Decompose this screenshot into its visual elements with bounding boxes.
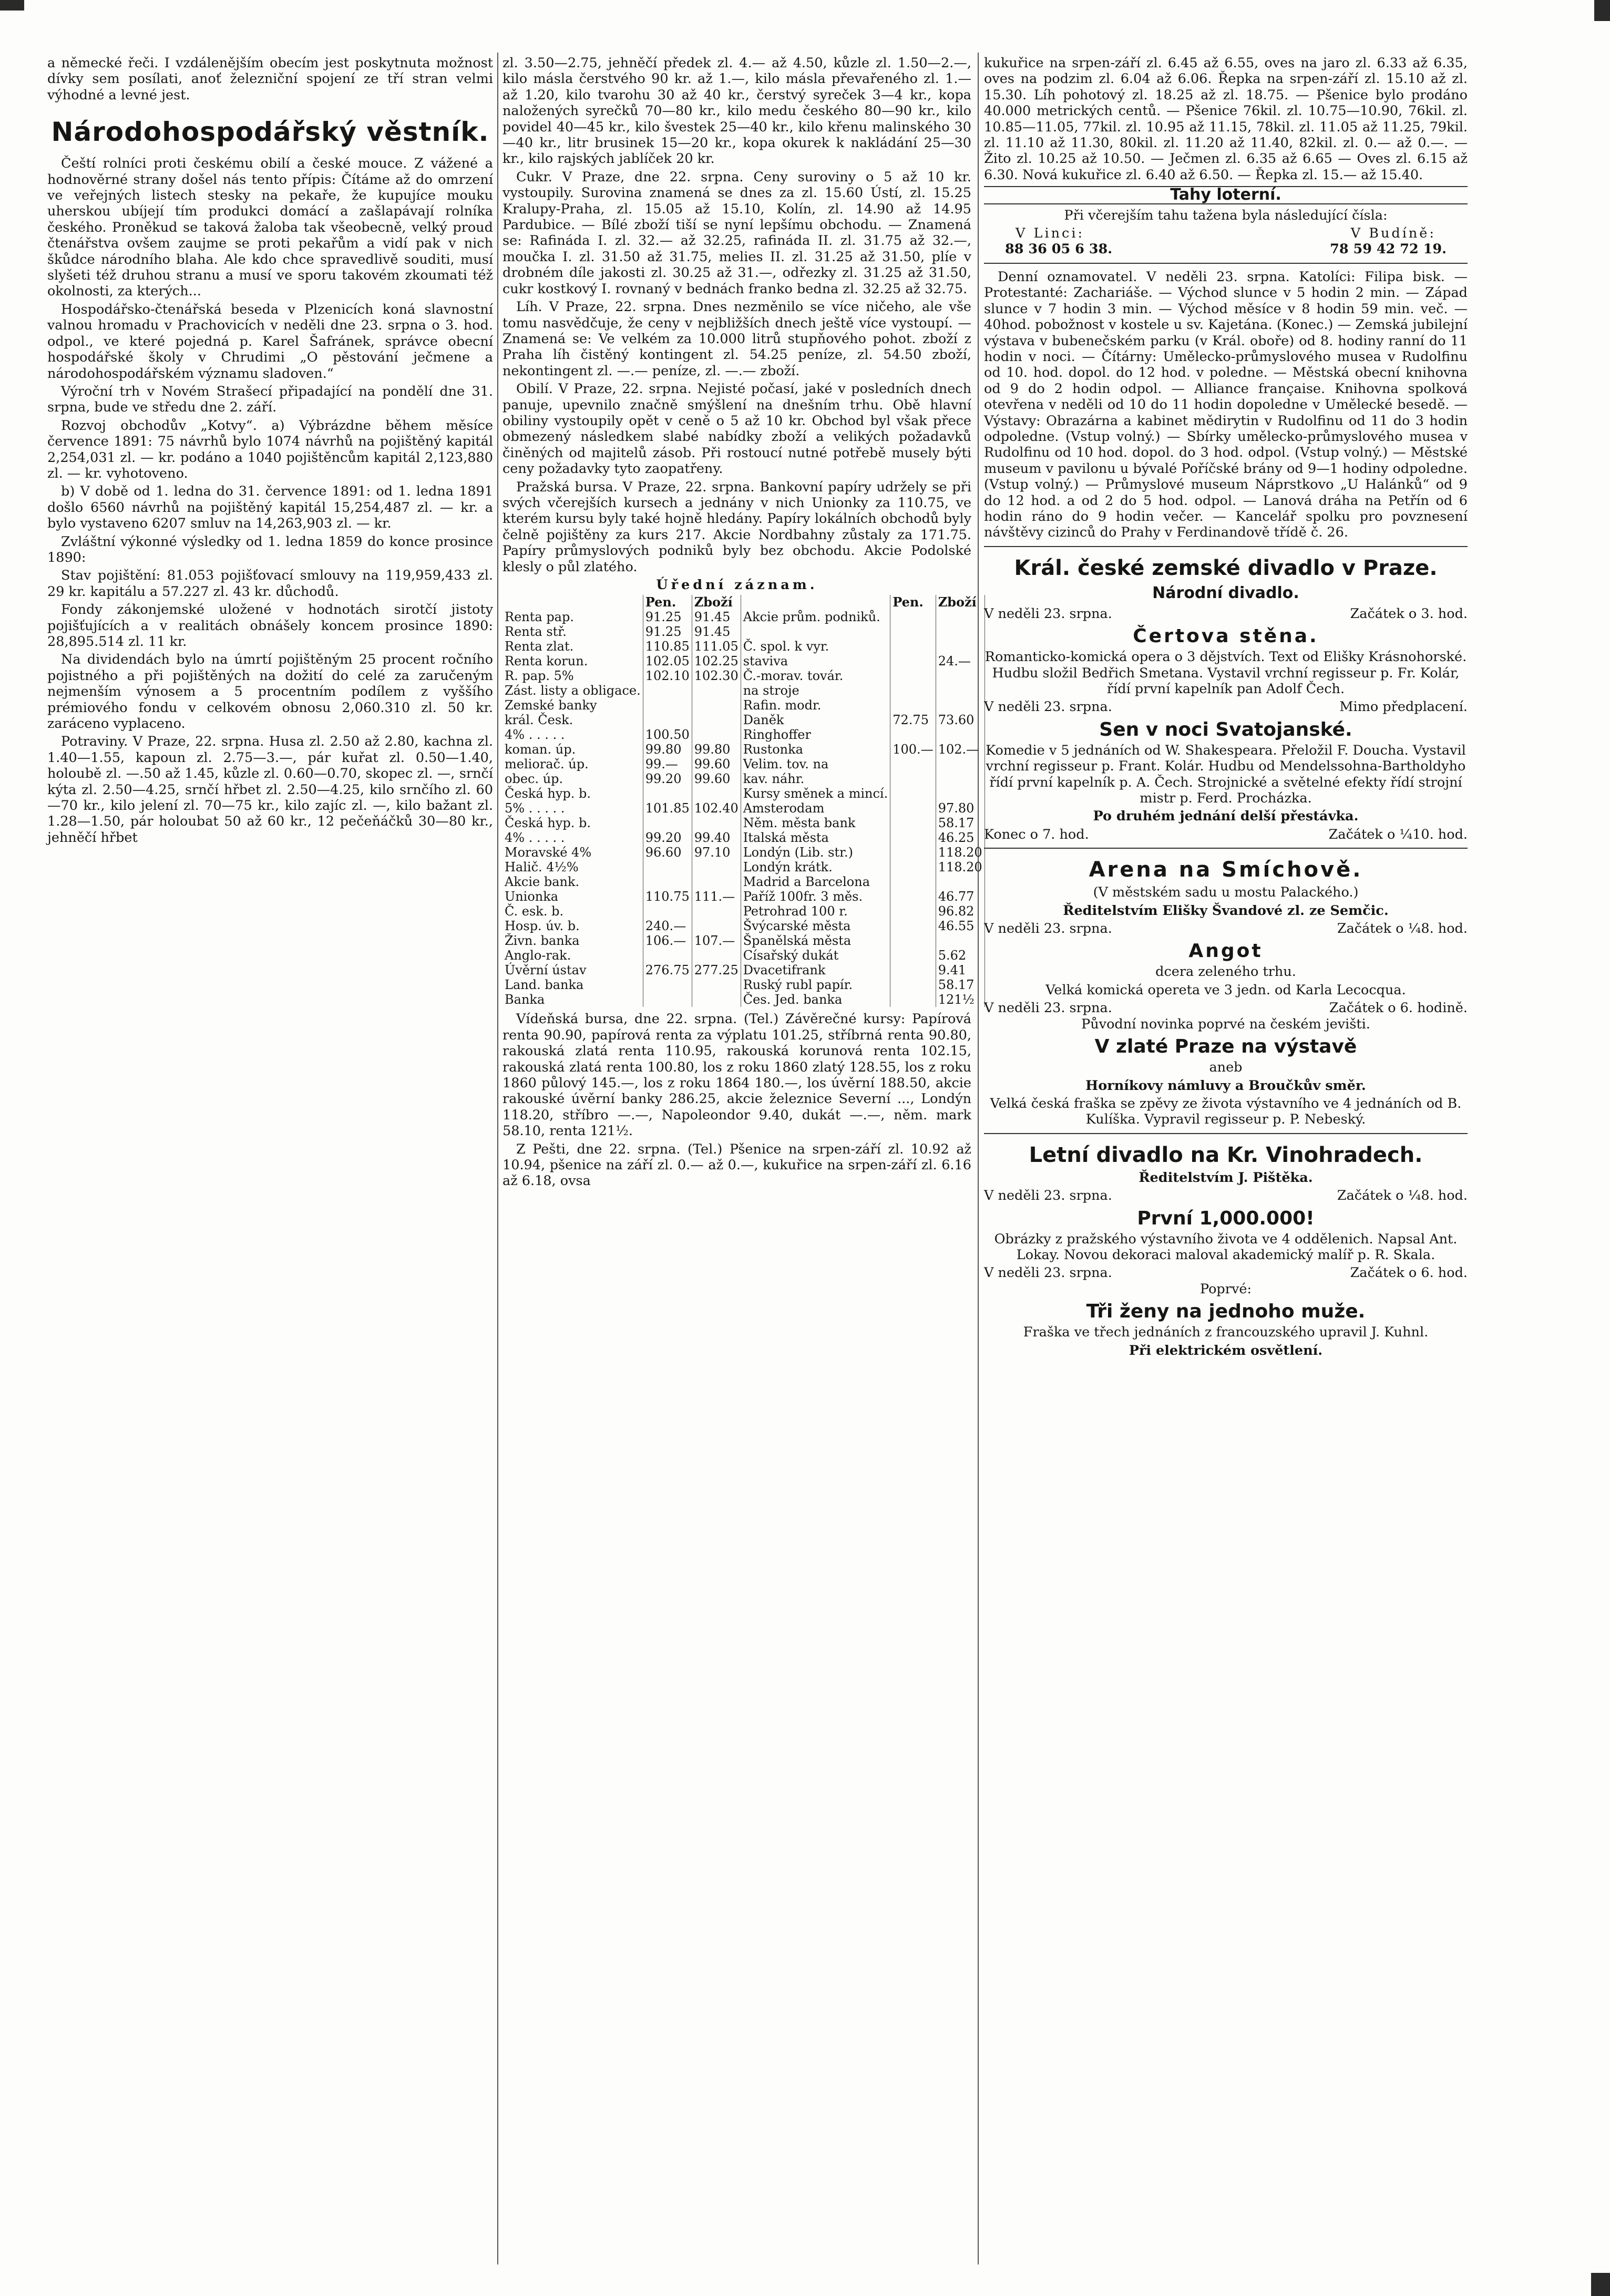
- show-start: Začátek o ¼10. hod.: [1328, 826, 1468, 842]
- lottery-city-linz: V Linci:: [1016, 225, 1085, 242]
- separator: [984, 263, 1468, 264]
- quotes-cell: 102.—: [936, 742, 985, 757]
- quotes-cell: král. Česk.: [503, 713, 643, 727]
- quotes-row: [503, 948, 985, 963]
- quotes-cell: Ruský rubl papír.: [741, 977, 890, 992]
- quotes-cell: [936, 874, 985, 889]
- quotes-cell: [890, 963, 936, 977]
- quotes-cell: 99.40: [692, 830, 741, 845]
- quotes-cell: [643, 683, 692, 698]
- quotes-row: [503, 786, 985, 801]
- quotes-row: [503, 727, 985, 742]
- quotes-cell: [692, 816, 741, 830]
- quotes-cell: Č. esk. b.: [503, 904, 643, 919]
- quotes-cell: [643, 992, 692, 1007]
- article-czech-farmers: Čeští rolníci proti českému obilí a české mouce. Z vážené a hodnověrné strany došel nás tento přípis: Čítáme až do omrzení ve veřejných listech stesky na pekaře, že kupujíce mouku uherskou ubíjejí tím produkci domácí a zašlapávají rolníka českého. Proněkud se taková žaloba tak všeobecně, velký proud čtenářstva ovšem zaujme se proti pekařům a vidí pak v nich škůdce národního blaha. Ale kdo chce spravedlivě souditi, musí slyšeti též druhou stranu a musí ve sporu takovém zkoumati též okolnosti, za kterých...: [47, 156, 493, 300]
- article-insurance-state: Stav pojištění: 81.053 pojišťovací smlouvy na 119,959,433 zl. 29 kr. kapitálu a 57.227 zl. 43 kr. důchodů.: [47, 568, 493, 600]
- quotes-row: [503, 771, 985, 786]
- column-2: [503, 55, 982, 2257]
- column-3: [984, 55, 1468, 2257]
- quotes-cell: [692, 698, 741, 713]
- article-dividends: Na dividendách bylo na úmrtí pojištěným 25 procent ročního pojistného a při pojištěných na dožití do celé za zaručeným nejmenším výnosem a 5 procentním podílem z vyššího prémiového fondu v celkovém obnosu 2,060.310 zl. 50 kr. zaráceno vyplaceno.: [47, 652, 493, 732]
- intro-paragraph: a německé řeči. I vzdálenějším obecím jest poskytnuta možnost dívky sem posílati, anoť železniční spojení ze tří stran velmi výhodné a levné jest.: [47, 55, 493, 103]
- quotes-cell: [890, 668, 936, 683]
- lottery-city-buda: V Budíně:: [1350, 225, 1436, 242]
- quotes-cell: 240.—: [643, 919, 692, 933]
- quotes-cell: 24.—: [936, 654, 985, 668]
- quotes-cell: 118.20: [936, 845, 985, 860]
- quotes-cell: Č. spol. k vyr.: [741, 639, 890, 654]
- quotes-row: [503, 904, 985, 919]
- quotes-cell: Land. banka: [503, 977, 643, 992]
- article-kotva-results: Zvláštní výkonné výsledky od 1. ledna 1859 do konce prosince 1890:: [47, 533, 493, 565]
- quotes-cell: [692, 713, 741, 727]
- quotes-cell: 99.60: [692, 757, 741, 771]
- quotes-cell: [890, 874, 936, 889]
- quotes-cell: [890, 948, 936, 963]
- quotes-cell: [890, 992, 936, 1007]
- quotes-cell: 107.—: [692, 933, 741, 948]
- quotes-cell: Živn. banka: [503, 933, 643, 948]
- quotes-cell: Daněk: [741, 713, 890, 727]
- top-right-corner-mark: [1594, 0, 1610, 21]
- quotes-cell: [890, 919, 936, 933]
- quotes-cell: 99.20: [643, 830, 692, 845]
- quotes-cell: 96.60: [643, 845, 692, 860]
- quotes-cell: [890, 610, 936, 624]
- quotes-cell: Rustonka: [741, 742, 890, 757]
- quotes-cell: Banka: [503, 992, 643, 1007]
- quotes-cell: 99.80: [692, 742, 741, 757]
- quotes-cell: [643, 698, 692, 713]
- quotes-cell: Halič. 4½%: [503, 860, 643, 874]
- quotes-cell: 91.45: [692, 610, 741, 624]
- quotes-cell: 110.75: [643, 889, 692, 904]
- quotes-cell: Úvěrní ústav: [503, 963, 643, 977]
- quotes-cell: staviva: [741, 654, 890, 668]
- quotes-cell: [741, 624, 890, 639]
- show-time: Začátek o 6. hodině.: [1329, 1000, 1468, 1016]
- quotes-cell: 276.75: [643, 963, 692, 977]
- show-date: V neděli 23. srpna.: [984, 605, 1112, 622]
- column-rule-1: [497, 53, 498, 2264]
- quotes-cell: Dvacetifrank: [741, 963, 890, 977]
- quotes-cell: 9.41: [936, 963, 985, 977]
- show-date: V neděli 23. srpna.: [984, 699, 1112, 715]
- separator: [984, 848, 1468, 849]
- quotes-cell: [643, 977, 692, 992]
- national-theatre-subtitle: Národní divadlo.: [1152, 583, 1299, 602]
- quotes-row: [503, 992, 985, 1007]
- quotes-cell: Kursy směnek a mincí.: [741, 786, 890, 801]
- vinohrady-title: Letní divadlo na Kr. Vinohradech.: [1029, 1142, 1423, 1167]
- quotes-cell: 58.17: [936, 816, 985, 830]
- column-1: [47, 55, 493, 2257]
- quotes-cell: meliorač. úp.: [503, 757, 643, 771]
- play-subtitle: Horníkovy námluvy a Broučkův směr.: [1085, 1077, 1366, 1094]
- show-date: V neděli 23. srpna.: [984, 921, 1112, 937]
- quotes-cell: 99.—: [643, 757, 692, 771]
- quotes-cell: [890, 639, 936, 654]
- quotes-cell: Č.-morav. továr.: [741, 668, 890, 683]
- lottery-intro: Při včerejším tahu tažena byla následující čísla:: [1064, 207, 1388, 223]
- article-plzenice-meeting: Hospodářsko-čtenářská beseda v Plzenicích koná slavnostní valnou hromadu v Prachovicích v neděli dne 23. srpna o 3. hod. odpol., ve které pojedná p. Karel Šafránek, správce obecní hospodářské školy v Chrudimi „O pěstování ječmene a národohospodářském významu sladoven.“: [47, 301, 493, 382]
- quotes-cell: 277.25: [692, 963, 741, 977]
- quotes-cell: 102.10: [643, 668, 692, 683]
- quotes-cell: 99.20: [643, 771, 692, 786]
- food-prices-continued: zl. 3.50—2.75, jehněčí předek zl. 4.— až 4.50, kůzle zl. 1.50—2.—, kilo másla čerstvého 90 kr. až 1.—, kilo másla převařeného zl. 1.— až 1.20, kilo tvarohu 30 až 40 kr., čerstvý syreček 3—4 kr., kopa naložených syrečků 70—80 kr., kilo medu českého 80—90 kr., kilo povidel 40—45 kr., kilo švestek 25—40 kr., kilo křenu malinského 30—40 kr., litr brusinek 15—20 kr., kopa okurek k nakládání 25—30 kr., kilo rajských jablíček 20 kr.: [503, 55, 971, 167]
- quotes-cell: [936, 639, 985, 654]
- quotes-cell: [936, 698, 985, 713]
- quotes-cell: [692, 727, 741, 742]
- quotes-table: [503, 595, 985, 1007]
- show-note: Mimo předplacení.: [1339, 699, 1468, 715]
- quotes-header-cell: [503, 595, 643, 610]
- quotes-cell: [890, 977, 936, 992]
- play-footer: Při elektrickém osvětlení.: [1129, 1342, 1323, 1358]
- quotes-cell: [643, 948, 692, 963]
- quotes-cell: obec. úp.: [503, 771, 643, 786]
- quotes-row: [503, 654, 985, 668]
- article-funds: Fondy zákonjemské uložené v hodnotách sirotčí jistoty pojišťujících a v realitách obnášely koncem prosince 1890: 28,895.514 zl. 11 kr.: [47, 602, 493, 650]
- daily-announcer: Denní oznamovatel. V neděli 23. srpna. Katolíci: Filipa bisk. — Protestanté: Zachariáše. — Východ slunce v 5 hodin 2 min. — Západ slunce v 7 hodin 3 min. — Východ měsíce v 8 hodin 59 min. več. — 40hod. pobožnost v kostele u sv. Kajetána. (Konec.) — Zemská jubilejní výstava v bubenečském parku (v Král. oboře) od 8. hodiny ranní do 11 hodin v noci. — Čítárny: Umělecko-průmyslového musea v Rudolfinu od 10. hod. dopol. do 12 hod. v poledne. — Městská obecní knihovna od 9 do 2 hodin odpol. — Alliance française. Knihovna spolková otevřena v neděli od 10 do 11 hodin dopoledne v Umělecké besedě. — Výstavy: Obrazárna a kabinet mědirytin v Rudolfinu od 11 do 3 hodin odpoledne. (Vstup volný.) — Sbírky umělecko-průmyslového musea v Rudolfinu od 10 hod. dopol. do 3 hod. odpol. (Vstup volný.) — Městské museum v pavilonu u bývalé Poříčské brány od 9—1 hodiny odpoledne. (Vstup volný.) — Průmyslové museum Náprstkovo „U Halánků“ od 9 do 12 hod. a od 2 do 5 hod. odpol. — Lanová dráha na Petřín od 6 hodin ráno do 9 hodin večer. — Kancelář spolku pro povznesení návštěvy cizinců do Prahy v Ferdinandově třídě č. 26.: [984, 269, 1468, 541]
- quotes-cell: 46.55: [936, 919, 985, 933]
- show-end: Konec o 7. hod.: [984, 826, 1089, 842]
- quotes-cell: 102.30: [692, 668, 741, 683]
- quotes-cell: [936, 933, 985, 948]
- quotes-cell: 91.25: [643, 624, 692, 639]
- play-note: Poprvé:: [1199, 1281, 1252, 1297]
- quotes-header-cell: Zboží: [692, 595, 741, 610]
- quotes-row: [503, 757, 985, 771]
- quotes-cell: [643, 816, 692, 830]
- quotes-row: [503, 639, 985, 654]
- quotes-cell: [890, 727, 936, 742]
- quotes-cell: 91.25: [643, 610, 692, 624]
- article-food-prices: Potraviny. V Praze, 22. srpna. Husa zl. 2.50 až 2.80, kachna zl. 1.40—1.55, kapoun zl. 2.75—3.—, pár kuřat zl. 0.50—1.40, holoubě zl. —.50 až 1.45, kůzle zl. 0.60—0.70, skopec zl. —, srnčí kýta zl. 2.50—4.25, srnčí hřbet zl. 2.50—4.25, kilo srnčího zl. 60—70 kr., kilo jelení zl. 70—75 kr., kilo zajíc zl. —, kilo bažant zl. 1.28—1.50, pár holoubat 50 až 60 kr., 12 pečeňáčků 30—80 kr., jehněčí hřbet: [47, 734, 493, 846]
- quotes-row: [503, 698, 985, 713]
- separator: [984, 1133, 1468, 1134]
- quotes-cell: 118.20: [936, 860, 985, 874]
- quotes-cell: 5% . . . . .: [503, 801, 643, 816]
- quotes-cell: [936, 683, 985, 698]
- column-rule-2: [978, 53, 979, 2264]
- quotes-cell: [890, 771, 936, 786]
- play-description: Obrázky z pražského výstavního života ve 4 oddělenich. Napsal Ant. Lokay. Novou dekoraci maloval akademický malíř p. R. Skala.: [994, 1231, 1458, 1263]
- quotes-cell: Česká hyp. b.: [503, 786, 643, 801]
- quotes-cell: 100.—: [890, 742, 936, 757]
- quotes-cell: 106.—: [643, 933, 692, 948]
- quotes-cell: [890, 698, 936, 713]
- quotes-cell: [936, 786, 985, 801]
- quotes-cell: Čes. Jed. banka: [741, 992, 890, 1007]
- quotes-cell: kav. náhr.: [741, 771, 890, 786]
- play-title: V zlaté Praze na výstavě: [1094, 1036, 1357, 1058]
- quotes-cell: Zemské banky: [503, 698, 643, 713]
- quotes-row: [503, 713, 985, 727]
- section-masthead: Národohospodářský věstník.: [51, 117, 489, 148]
- quotes-cell: [890, 683, 936, 698]
- quotes-cell: Rafin. modr.: [741, 698, 890, 713]
- quotes-cell: na stroje: [741, 683, 890, 698]
- quotes-cell: 91.45: [692, 624, 741, 639]
- quotes-row: [503, 816, 985, 830]
- quotes-cell: 101.85: [643, 801, 692, 816]
- quotes-cell: Petrohrad 100 r.: [741, 904, 890, 919]
- quotes-cell: 46.25: [936, 830, 985, 845]
- quotes-cell: Renta pap.: [503, 610, 643, 624]
- quotes-cell: 102.05: [643, 654, 692, 668]
- pest-continued: kukuřice na srpen-září zl. 6.45 až 6.55, oves na jaro zl. 6.33 až 6.35, oves na podzim zl. 6.04 až 6.06. Řepka na srpen-září zl. 15.10 až zl. 15.30. Líh pohotový zl. 18.25 až zl. 18.75. — Pšenice bylo prodáno 40.000 metrických centů. — Pšenice 76kil. zl. 10.75—10.90, 76kil. zl. 10.85—11.05, 77kil. zl. 10.95 až 11.15, 78kil. zl. 11.05 až 11.25, 79kil. zl. 11.10 až 11.30, 80kil. zl. 11.20 až 11.40, 82kil. zl. 0.— až 0.—. — Žito zl. 10.25 až 10.50. — Ječmen zl. 6.35 až 6.65 — Oves zl. 6.15 až 6.30. Nová kukuřice zl. 6.40 až 6.50. — Řepka zl. 15.— až 15.40.: [984, 55, 1468, 183]
- play-description: Velká česká fraška se zpěvy ze života výstavního ve 4 jednáních od B. Kulíška. Vypravil regisseur p. P. Nebeský.: [990, 1095, 1462, 1128]
- quotes-cell: 4% . . . . .: [503, 830, 643, 845]
- play-note: Původní novinka poprvé na českém jevišti.: [1081, 1016, 1370, 1032]
- quotes-cell: 72.75: [890, 713, 936, 727]
- quotes-cell: Ringhoffer: [741, 727, 890, 742]
- quotes-cell: [890, 904, 936, 919]
- quotes-cell: [890, 786, 936, 801]
- quotes-cell: [936, 610, 985, 624]
- quotes-header-cell: [741, 595, 890, 610]
- quotes-title: Úřední záznam.: [656, 577, 818, 593]
- quotes-cell: Renta zlat.: [503, 639, 643, 654]
- show-time: Začátek o ¼8. hod.: [1337, 1188, 1468, 1204]
- vinohrady-showtime: [984, 1188, 1468, 1203]
- quotes-cell: Něm. města bank: [741, 816, 890, 830]
- quotes-cell: 4% . . . . .: [503, 727, 643, 742]
- play-description: Romanticko-komická opera o 3 dějstvích. Text od Elišky Krásnohorské. Hudbu složil Bedřich Smetana. Vystavil vrchní regisseur p. Fr. Kolár, řídí první kapelník pan Adolf Čech.: [985, 649, 1467, 697]
- quotes-cell: [692, 860, 741, 874]
- play-title: Sen v noci Svatojanské.: [1099, 718, 1352, 740]
- quotes-cell: [936, 727, 985, 742]
- vinohrady-showtime-2: [984, 1265, 1468, 1281]
- show-time: Začátek o 6. hod.: [1350, 1265, 1468, 1281]
- play-title: Čertova stěna.: [1133, 625, 1319, 647]
- arena-direction: Ředitelstvím Elišky Švandové zl. ze Semčic.: [1063, 902, 1389, 919]
- quotes-cell: [692, 919, 741, 933]
- play-intermission: Po druhém jednání delší přestávka.: [1093, 808, 1359, 825]
- lottery-numbers: [984, 241, 1468, 257]
- quotes-cell: [936, 624, 985, 639]
- quotes-cell: [692, 786, 741, 801]
- quotes-cell: [936, 757, 985, 771]
- quotes-cell: 97.10: [692, 845, 741, 860]
- quotes-cell: Amsterodam: [741, 801, 890, 816]
- quotes-cell: [643, 874, 692, 889]
- quotes-cell: 111.05: [692, 639, 741, 654]
- play-description: Fraška ve třech jednáních z francouzského upravil J. Kuhnl.: [1023, 1324, 1429, 1341]
- quotes-cell: [643, 904, 692, 919]
- quotes-row: [503, 830, 985, 845]
- quotes-cell: [890, 845, 936, 860]
- lottery-numbers-buda: 78 59 42 72 19.: [1330, 241, 1447, 258]
- show-date: V neděli 23. srpna.: [984, 1000, 1112, 1016]
- article-vienna-bourse: Vídeňská bursa, dne 22. srpna. (Tel.) Závěrečné kursy: Papírová renta 90.90, papírová renta za výplatu 101.25, stříbrná renta 90.80, rakouská zlatá renta 110.95, rakouská korunová renta 102.15, rakouská zlatá renta 100.80, los z roku 1860 zlatý 128.55, los z roku 1860 půlový 145.—, los z roku 1864 180.—, los úvěrní 188.50, akcie rakouské úvěrní banky 286.25, akcie železnice Severní ..., Londýn 118.20, stříbro —.—, Napoleondor 9.40, dukát —.—, něm. mark 58.10, renta 121½.: [503, 1011, 971, 1139]
- article-kotva-growth: Rozvoj obchodův „Kotvy“. a) Výbrázdne během měsíce července 1891: 75 návrhů bylo 1074 návrhů na pojištěný kapitál 2,254,031 zl. — kr. podáno a 1040 pojištěncům kapitál 2,123,880 zl. — kr. vyhotoveno.: [47, 417, 493, 481]
- quotes-cell: 102.40: [692, 801, 741, 816]
- article-spirits: Líh. V Praze, 22. srpna. Dnes nezměnilo se více ničeho, ale vše tomu nasvědčuje, že ceny v nejbližších dnech ještě více vystoupí. — Znamená se: Ve velkém za 10.000 litrů stupňového pohot. zboží z Praha líh čistěný kontingent zl. 54.25 peníze, zl. 54.50 zboží, nekontingent zl. —.— peníze, zl. —.— zboží.: [503, 299, 971, 379]
- quotes-cell: R. pap. 5%: [503, 668, 643, 683]
- quotes-cell: [890, 860, 936, 874]
- quotes-cell: [692, 683, 741, 698]
- quotes-cell: Akcie prům. podniků.: [741, 610, 890, 624]
- quotes-cell: 5.62: [936, 948, 985, 963]
- quotes-cell: [936, 771, 985, 786]
- quotes-cell: [890, 889, 936, 904]
- quotes-header-cell: Zboží: [936, 595, 985, 610]
- lottery-numbers-linz: 88 36 05 6 38.: [1005, 241, 1113, 258]
- quotes-cell: [643, 860, 692, 874]
- quotes-cell: Anglo-rak.: [503, 948, 643, 963]
- quotes-cell: 58.17: [936, 977, 985, 992]
- quotes-cell: [692, 874, 741, 889]
- play-description: Komedie v 5 jednáních od W. Shakespeara. Přeložil F. Doucha. Vystavil vrchní regisseur p. Frant. Kolár. Hudbu od Mendelssohna-Bartholdyho řídí první kapelník p. A. Čech. Strojnické a světelné efekty řídí strojní mistr p. Ferd. Procházka.: [986, 742, 1466, 807]
- quotes-header-cell: Pen.: [643, 595, 692, 610]
- lottery-cities: [984, 225, 1468, 241]
- separator: [984, 546, 1468, 547]
- quotes-cell: 73.60: [936, 713, 985, 727]
- quotes-cell: [890, 830, 936, 845]
- national-theatre-showtime: [984, 606, 1468, 622]
- quotes-cell: [890, 624, 936, 639]
- arena-title: Arena na Smíchově.: [1089, 858, 1363, 882]
- play-subtitle: dcera zeleného trhu.: [1155, 964, 1296, 980]
- quotes-cell: [692, 977, 741, 992]
- quotes-row: [503, 874, 985, 889]
- quotes-cell: 99.80: [643, 742, 692, 757]
- quotes-row: [503, 919, 985, 933]
- national-theatre-title: Král. české zemské divadlo v Praze.: [1014, 555, 1438, 580]
- play-aneb: aneb: [1209, 1059, 1243, 1076]
- play-description: Velká komická opereta ve 3 jedn. od Karla Lecocqua.: [1045, 982, 1406, 998]
- quotes-cell: [643, 786, 692, 801]
- quotes-cell: Velim. tov. na: [741, 757, 890, 771]
- quotes-row: [503, 889, 985, 904]
- quotes-cell: Zást. listy a obligace.: [503, 683, 643, 698]
- quotes-cell: [692, 904, 741, 919]
- quotes-cell: Renta stř.: [503, 624, 643, 639]
- article-kotva-period: b) V době od 1. ledna do 31. července 1891: od 1. ledna 1891 došlo 6560 návrhů na pojištěný kapitál 15,254,487 zl. — kr. a bylo vystaveno 6207 smluv na 14,263,903 zl. — kr.: [47, 483, 493, 532]
- article-pest: Z Pešti, dne 22. srpna. (Tel.) Pšenice na srpen-září zl. 10.92 až 10.94, pšenice na září zl. 0.— až 0.—, kukuřice na srpen-září zl. 6.16 až 6.18, ovsa: [503, 1141, 971, 1189]
- quotes-cell: Hosp. úv. b.: [503, 919, 643, 933]
- play-title: První 1,000.000!: [1137, 1207, 1315, 1229]
- quotes-row: [503, 668, 985, 683]
- quotes-cell: Londýn (Lib. str.): [741, 845, 890, 860]
- bottom-right-corner-mark: [1591, 2273, 1610, 2296]
- lottery-title: Tahy loterní.: [984, 186, 1468, 204]
- quotes-header-cell: Pen.: [890, 595, 936, 610]
- quotes-row: [503, 610, 985, 624]
- quotes-row: [503, 860, 985, 874]
- quotes-cell: [890, 801, 936, 816]
- quotes-cell: Moravské 4%: [503, 845, 643, 860]
- quotes-cell: Londýn krátk.: [741, 860, 890, 874]
- quotes-row: [503, 977, 985, 992]
- quotes-cell: 102.25: [692, 654, 741, 668]
- quotes-cell: [692, 948, 741, 963]
- quotes-row: [503, 801, 985, 816]
- show-date: V neděli 23. srpna.: [984, 1265, 1112, 1281]
- quotes-cell: [936, 668, 985, 683]
- quotes-cell: Španělská města: [741, 933, 890, 948]
- quotes-cell: Italská města: [741, 830, 890, 845]
- quotes-cell: Unionka: [503, 889, 643, 904]
- show-time: Začátek o ¼8. hod.: [1337, 921, 1468, 937]
- quotes-cell: [890, 933, 936, 948]
- vinohrady-direction: Ředitelstvím J. Pištěka.: [1139, 1169, 1313, 1186]
- article-prague-bourse: Pražská bursa. V Praze, 22. srpna. Bankovní papíry udržely se při svých včerejších kursech a jednány v nich Unionky za 110.75, ve kterém kursu byly také hojně hledány. Papíry lokálních obchodů byly čelně pojištěny za kurs 217. Akcie Nordbahny zůstaly za 171.75. Papíry průmyslových podniků byly bez obchodu. Akcie Podolské klesly o půl zlatého.: [503, 479, 971, 575]
- show-date: V neděli 23. srpna.: [984, 1188, 1112, 1204]
- national-theatre-showtime-2: [984, 699, 1468, 715]
- quotes-cell: 100.50: [643, 727, 692, 742]
- play-title: Tři ženy na jednoho muže.: [1086, 1301, 1366, 1323]
- quotes-cell: [643, 713, 692, 727]
- quotes-cell: Císařský dukát: [741, 948, 890, 963]
- quotes-cell: 96.82: [936, 904, 985, 919]
- quotes-cell: 111.—: [692, 889, 741, 904]
- arena-showtime: [984, 921, 1468, 936]
- quotes-cell: koman. úp.: [503, 742, 643, 757]
- arena-showtime-2: [984, 1000, 1468, 1016]
- article-sugar: Cukr. V Praze, dne 22. srpna. Ceny suroviny o 5 až 10 kr. vystoupily. Surovina znamená se dnes za zl. 15.60 Ústí, zl. 15.25 Kralupy-Praha, zl. 15.05 až 15.10, Kolín, zl. 14.90 až 14.95 Pardubice. — Bílé zboží tiší se nyní lepšímu obchodu. — Znamená se: Rafináda I. zl. 32.— až 32.25, rafináda II. zl. 31.75 až 32.—, moučka I. zl. 31.50 až 31.75, melies II. zl. 31.25 až 31.50, plíe v drobném díle jakosti zl. 30.25 až 31.—, odřezky zl. 31.25 až 31.50, cukr kostkový I. rovnaný v bednách franko bedna zl. 32.25 až 32.75.: [503, 169, 971, 297]
- quotes-row: [503, 963, 985, 977]
- quotes-row: [503, 845, 985, 860]
- quotes-cell: Česká hyp. b.: [503, 816, 643, 830]
- quotes-cell: Paříž 100fr. 3 měs.: [741, 889, 890, 904]
- quotes-row: [503, 624, 985, 639]
- show-time: Začátek o 3. hod.: [1350, 605, 1468, 622]
- quotes-cell: [890, 757, 936, 771]
- quotes-cell: 110.85: [643, 639, 692, 654]
- quotes-cell: Madrid a Barcelona: [741, 874, 890, 889]
- article-grain: Obilí. V Praze, 22. srpna. Nejisté počasí, jaké v posledních dnech panuje, upevnilo značně smýšlení na dnešním trhu. Obě hlavní obiliny vystoupily opět v ceně o 5 až 10 kr. Obchod byl však přece obmezený následkem slabé nabídky zboží a velikých požadavků činěných od majitelů zásob. Při rostoucí nutné potřebě musely býti ceny požadavky tyto zaopatřeny.: [503, 381, 971, 477]
- top-left-corner-mark: [0, 0, 24, 11]
- quotes-row: [503, 742, 985, 757]
- quotes-cell: 46.77: [936, 889, 985, 904]
- quotes-cell: [890, 654, 936, 668]
- arena-subtitle: (V městském sadu u mostu Palackého.): [1093, 884, 1359, 901]
- quotes-row: [503, 933, 985, 948]
- quotes-cell: [890, 816, 936, 830]
- quotes-cell: 121½: [936, 992, 985, 1007]
- quotes-cell: Renta korun.: [503, 654, 643, 668]
- article-annual-market: Výroční trh v Novém Strašecí připadající na pondělí dne 31. srpna, bude ve středu dne 2. září.: [47, 383, 493, 416]
- quotes-row: [503, 683, 985, 698]
- quotes-cell: 99.60: [692, 771, 741, 786]
- quotes-cell: Švýcarské města: [741, 919, 890, 933]
- play-title: Angot: [1188, 940, 1263, 962]
- play-times: [984, 827, 1468, 842]
- quotes-cell: [692, 992, 741, 1007]
- quotes-cell: 97.80: [936, 801, 985, 816]
- quotes-cell: Akcie bank.: [503, 874, 643, 889]
